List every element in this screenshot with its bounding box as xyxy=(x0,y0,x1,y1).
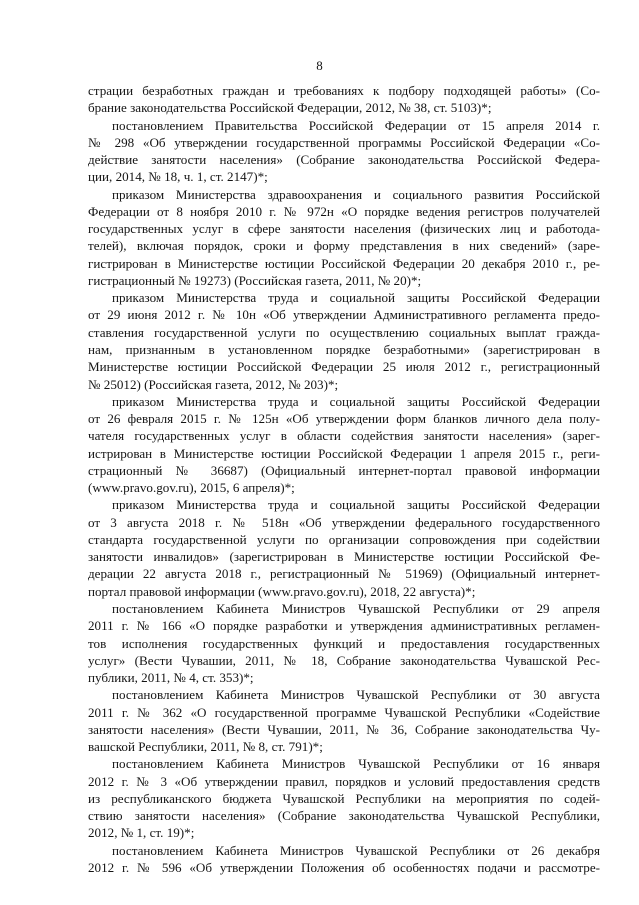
text-line: нам, признанным в установленном порядке безработными» (зарегистрирован в xyxy=(88,341,600,357)
text-line: постановлением Кабинета Министров Чувашской Республики от 26 декабря xyxy=(112,842,600,858)
text-line: брание законодательства Российской Федерации, 2012, № 38, ст. 5103)*; xyxy=(88,100,492,116)
text-line: постановлением Кабинета Министров Чувашской Республики от 16 января xyxy=(112,756,600,772)
text-line: постановлением Кабинета Министров Чувашской Республики от 30 августа xyxy=(112,687,600,703)
text-line: гистрирован в Министерстве юстиции Российской Федерации 20 декабря 2010 г., ре- xyxy=(88,255,600,271)
text-line: занятости населения» (Вести Чувашии, 2011, № 36, Собрание законодательства Чу- xyxy=(88,721,600,737)
text-line: дерации 22 августа 2018 г., регистрационный № 51969) (Официальный интернет- xyxy=(88,566,600,582)
text-line: из республиканского бюджета Чувашской Республики на мероприятия по содей- xyxy=(88,790,600,806)
text-line: № 298 «Об утверждении государственной программы Российской Федерации «Со- xyxy=(88,134,600,150)
text-line: ставления государственной услуги по осуществлению социальных выплат гражда- xyxy=(88,324,600,340)
text-line: 2011 г. № 166 «О порядке разработки и утверждения административных регламен- xyxy=(88,618,600,634)
text-line: стандарта государственной услуги по организации сопровождения при содействии xyxy=(88,531,600,547)
text-line: 2012, № 1, ст. 19)*; xyxy=(88,825,195,841)
text-line: приказом Министерства труда и социальной защиты Российской Федерации xyxy=(112,497,600,513)
text-line: № 25012) (Российская газета, 2012, № 203)*; xyxy=(88,376,339,392)
text-line: 2012 г. № 3 «Об утверждении правил, порядков и условий предоставления средств xyxy=(88,773,600,789)
text-line: гистрационный № 19273) (Российская газета, 2011, № 20)*; xyxy=(88,272,422,288)
text-line: приказом Министерства труда и социальной защиты Российской Федерации xyxy=(112,393,600,409)
text-line: 2011 г. № 362 «О государственной программе Чувашской Республики «Содействие xyxy=(88,704,600,720)
text-line: от 26 февраля 2015 г. № 125н «Об утверждении форм бланков личного дела полу- xyxy=(88,411,600,427)
text-line: постановлением Кабинета Министров Чувашской Республики от 29 апреля xyxy=(112,600,600,616)
text-line: Федерации от 8 ноября 2010 г. № 972н «О порядке ведения регистров получателей xyxy=(88,203,600,219)
text-line: приказом Министерства труда и социальной защиты Российской Федерации xyxy=(112,290,600,306)
text-line: постановлением Правительства Российской Федерации от 15 апреля 2014 г. xyxy=(112,117,600,133)
text-line: 2012 г. № 596 «Об утверждении Положения об особенностях подачи и рассмотре- xyxy=(88,859,600,875)
text-line: портал правовой информации (www.pravo.gov.ru), 2018, 22 августа)*; xyxy=(88,583,476,599)
text-line: государственных услуг в сфере занятости населения (физических лиц и работода- xyxy=(88,221,600,237)
text-line: вашской Республики, 2011, № 8, ст. 791)*; xyxy=(88,739,323,755)
text-line: ции, 2014, № 18, ч. 1, ст. 2147)*; xyxy=(88,169,268,185)
text-line: действие занятости населения» (Собрание законодательства Российской Федера- xyxy=(88,152,600,168)
text-line: Министерстве юстиции Российской Федерации 25 июля 2012 г., регистрационный xyxy=(88,359,600,375)
text-line: чателя государственных услуг в области содействия занятости населения» (зарег- xyxy=(88,428,600,444)
text-line: публики, 2011, № 4, ст. 353)*; xyxy=(88,670,254,686)
text-line: страции безработных граждан и требованиях к подбору подходящей работы» (Со- xyxy=(88,83,600,98)
text-line: услуг» (Вести Чувашии, 2011, № 18, Собрание законодательства Чувашской Рес- xyxy=(88,652,600,668)
text-line: занятости инвалидов» (зарегистрирован в Министерстве юстиции Российской Фе- xyxy=(88,549,600,565)
text-line: от 3 августа 2018 г. № 518н «Об утверждении федерального государственного xyxy=(88,514,600,530)
text-line: от 29 июня 2012 г. № 10н «Об утверждении Административного регламента предо- xyxy=(88,307,600,323)
text-line: (www.pravo.gov.ru), 2015, 6 апреля)*; xyxy=(88,480,295,496)
document-body-text xyxy=(88,82,600,876)
page-number: 8 xyxy=(316,58,323,73)
text-line: тов исполнения государственных функций и предоставления государственных xyxy=(88,635,600,651)
text-line: телей), включая порядок, сроки и форму представления в них сведений» (заре- xyxy=(88,238,600,254)
text-line: страционный № 36687) (Официальный интернет-портал правовой информации xyxy=(88,462,600,478)
text-line: приказом Министерства здравоохранения и социального развития Российской xyxy=(112,186,600,202)
text-line: ствию занятости населения» (Собрание законодательства Чувашской Республики, xyxy=(88,808,600,824)
text-line: истрирован в Министерстве юстиции Российской Федерации 1 апреля 2015 г., реги- xyxy=(88,445,600,461)
